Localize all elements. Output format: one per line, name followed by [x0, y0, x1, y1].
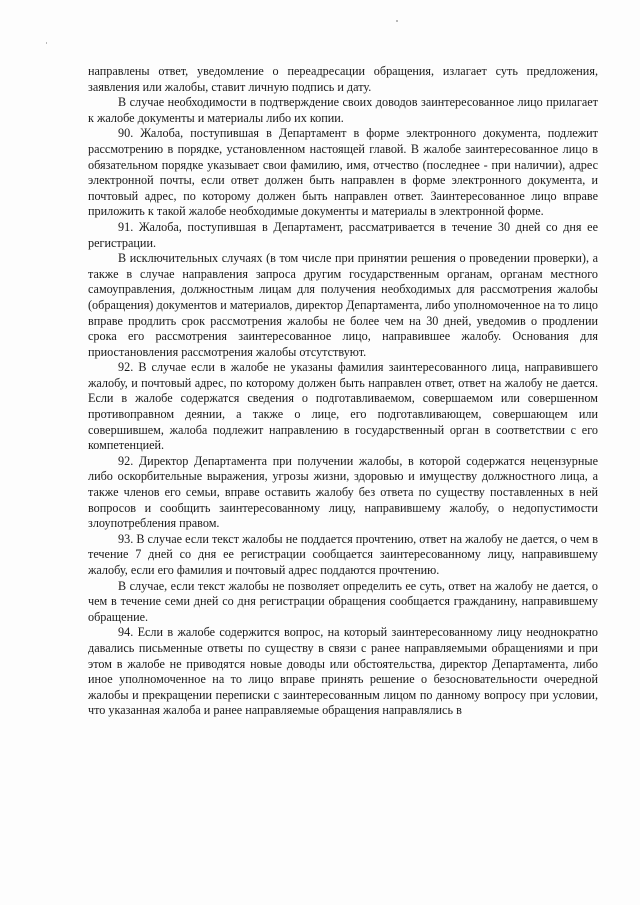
paragraph-92-first: 92. В случае если в жалобе не указаны фамилия заинтересованного лица, направившего жалобу, и почтовый адрес, по которому должен быть направлен ответ, ответ на жалобу не дается. Если в жалобе содержатся сведения о подготавливаемом, совершаемом или совершенном противоправном деянии, а также о лице, его подготавливающем, совершающем или совершившем, жалоба подлежит направлению в государственный орган в соответствии с его компетенцией.: [88, 360, 598, 453]
paragraph-91: 91. Жалоба, поступившая в Департамент, рассматривается в течение 30 дней со дня ее регистрации.: [88, 219, 598, 250]
scan-artifact-top: [396, 20, 398, 22]
paragraph-supporting-documents: В случае необходимости в подтверждение своих доводов заинтересованное лицо прилагает к жалобе документы и материалы либо их копии.: [88, 95, 598, 125]
paragraph-continuation: направлены ответ, уведомление о переадресации обращения, излагает суть предложения, заявления или жалобы, ставит личную подпись и дату.: [88, 64, 598, 94]
paragraph-92-second: 92. Директор Департамента при получении жалобы, в которой содержатся нецензурные либо оскорбительные выражения, угрозы жизни, здоровью и имуществу должностного лица, а также членов его семьи, вправе оставить жалобу без ответа по существу поставленных в ней вопросов и сообщить заинтересованному лицу, направившему жалобу, о недопустимости злоупотребления правом.: [88, 453, 598, 531]
paragraph-90: 90. Жалоба, поступившая в Департамент в форме электронного документа, подлежит рассмотрению в порядке, установленном настоящей главой. В жалобе заинтересованное лицо в обязательном порядке указывает свои фамилию, имя, отчество (последнее - при наличии), адрес электронной почты, если ответ должен быть направлен в форме электронного документа, и почтовый адрес, по которому должен быть направлен ответ. Заинтересованное лицо вправе приложить к такой жалобе необходимые документы и материалы в электронной форме.: [88, 126, 598, 219]
paragraph-exceptional-cases: В исключительных случаях (в том числе при принятии решения о проведении проверки), а также в случае направления запроса другим государственным органам, органам местного самоуправления, должностным лицам для получения необходимых для рассмотрения жалобы (обращения) документов и материалов, директор Департамента, либо уполномоченное на то лицо вправе продлить срок рассмотрения жалобы не более чем на 30 дней, уведомив о продлении срока его рассмотрения заинтересованное лицо, направившее жалобу. Основания для приостановления рассмотрения жалобы отсутствуют.: [88, 251, 598, 359]
paragraph-93: 93. В случае если текст жалобы не поддается прочтению, ответ на жалобу не дается, о чем в течение 7 дней со дня ее регистрации сообщается заинтересованному лицу, направившему жалобу, если его фамилия и почтовый адрес поддаются прочтению.: [88, 531, 598, 577]
paragraph-unreadable-essence: В случае, если текст жалобы не позволяет определить ее суть, ответ на жалобу не дается, о чем в течение семи дней со дня регистрации обращения сообщается гражданину, направившему обращение.: [88, 578, 598, 624]
document-body: [88, 64, 598, 719]
scan-artifact-left: [46, 42, 47, 44]
paragraph-94: 94. Если в жалобе содержится вопрос, на который заинтересованному лицу неоднократно давались письменные ответы по существу в связи с ранее направляемыми обращениями и при этом в жалобе не приводятся новые доводы или обстоятельства, директор Департамента, либо иное уполномоченное на то лицо вправе принять решение о безосновательности очередной жалобы и прекращении переписки с заинтересованным лицом по данному вопросу при условии, что указанная жалоба и ранее направляемые обращения направлялись в: [88, 625, 598, 718]
